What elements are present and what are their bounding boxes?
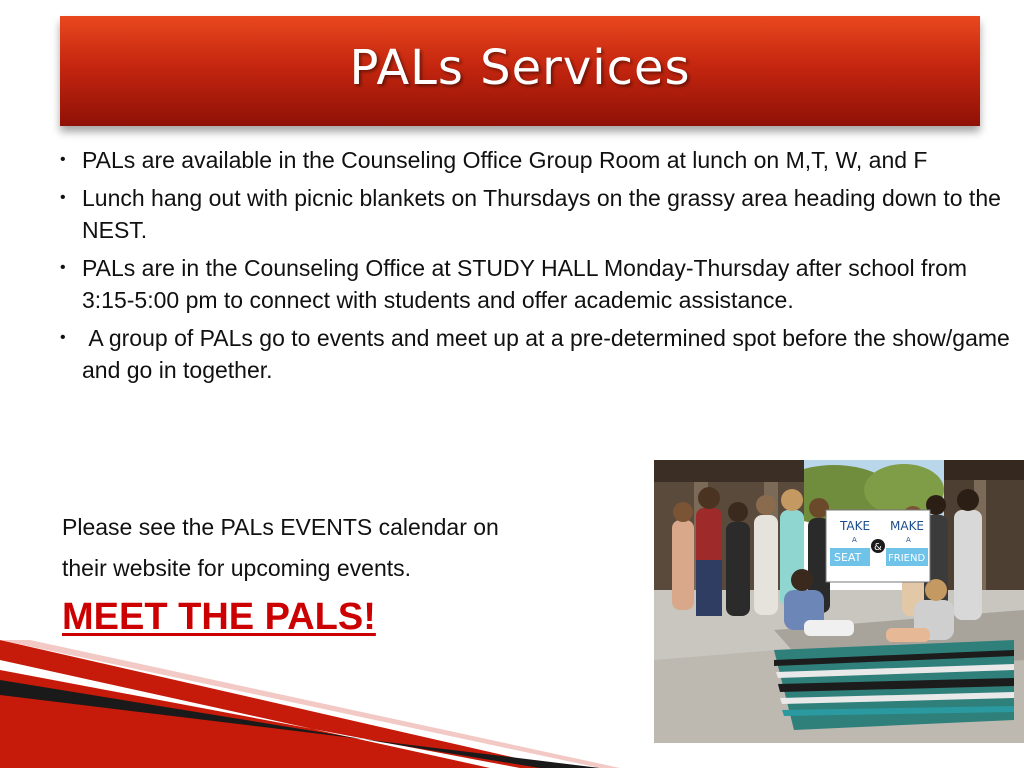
bullet-item (58, 322, 1018, 386)
sign-friend: FRIEND (888, 553, 926, 564)
take-a-seat-sign (826, 510, 930, 582)
events-note-line2: their website for upcoming events. (62, 555, 412, 581)
bullet-text: Lunch hang out with picnic blankets on Thursdays on the grassy area heading down to the NEST. (82, 185, 1001, 243)
events-note-line1: Please see the PALs EVENTS calendar on (62, 514, 499, 540)
bullet-icon: • (60, 329, 66, 346)
sign-ampersand: & (874, 542, 882, 553)
group-photo-illustration (654, 460, 1024, 743)
sign-a-2: A (906, 536, 911, 544)
bullet-item (58, 182, 1018, 246)
title-banner (60, 16, 980, 126)
corner-stripe-decoration (0, 640, 620, 768)
bullet-text: A group of PALs go to events and meet up at a pre-determined spot before the show/game and go in together. (82, 325, 1017, 383)
slide-title: PALs Services (349, 40, 691, 96)
meet-the-pals-link[interactable]: MEET THE PALS! (62, 596, 376, 638)
bullet-text: PALs are in the Counseling Office at STUDY HALL Monday-Thursday after school from 3:15-5:00 pm to connect with students and offer academic assistance. (82, 255, 968, 313)
sign-a-1: A (852, 536, 857, 544)
sign-take: TAKE (840, 519, 871, 533)
bullet-list (58, 144, 1018, 392)
sign-make: MAKE (890, 519, 925, 533)
bullet-icon: • (60, 151, 66, 168)
bullet-text: PALs are available in the Counseling Office Group Room at lunch on M,T, W, and F (82, 147, 928, 173)
picnic-blanket (774, 640, 1014, 730)
group-photo (654, 460, 1024, 743)
bullet-item (58, 252, 1018, 316)
sign-seat: SEAT (834, 551, 862, 564)
bullet-icon: • (60, 259, 66, 276)
bullet-item (58, 144, 1018, 176)
bullet-icon: • (60, 189, 66, 206)
